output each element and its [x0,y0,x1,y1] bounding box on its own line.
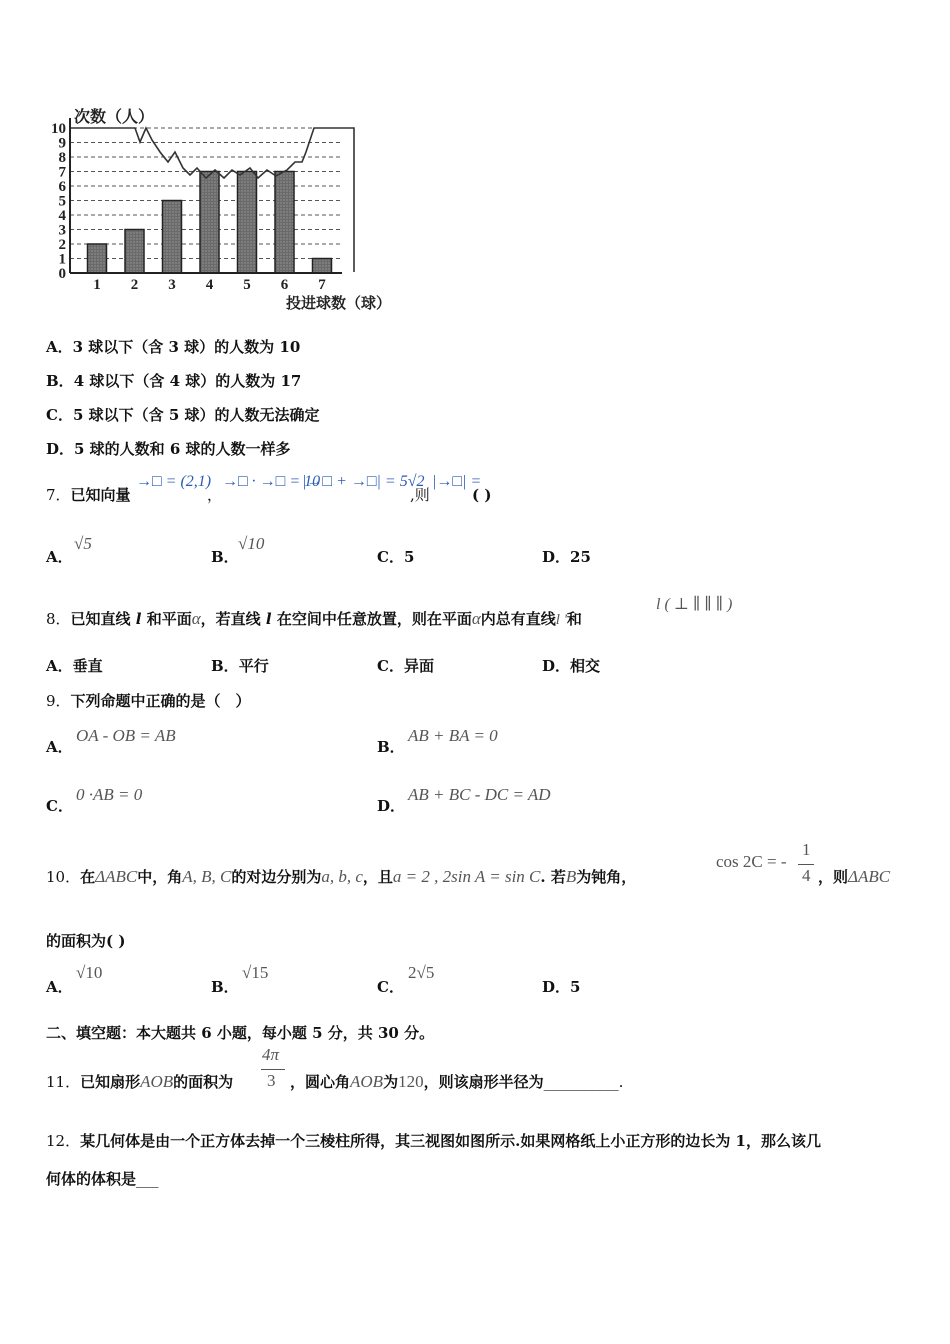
q9-option-a: A． [46,738,73,756]
q7-stem [46,484,131,505]
x-tick-label: 6 [280,277,289,293]
q9-option-c-expr: 0 ·AB = 0 [76,785,143,804]
q10-line2: 的面积为( ) [46,932,126,950]
x-tick-label: 2 [130,277,139,293]
y-tick-label: 8 [58,150,66,166]
q10-frac-num: 1 [802,840,811,859]
q9-option-b-expr: AB + BA = 0 [408,726,498,745]
q8-option-b: B．平行 [211,657,269,675]
fraction-bar [798,864,814,865]
bar-4 [200,172,219,274]
magnitude-b-formula: |→□| = [432,473,482,490]
bar-3 [163,201,182,274]
bar-1 [88,244,107,273]
bar-5 [238,172,257,274]
q10-option-c: C． [377,978,404,996]
question-number: 7． [46,486,71,504]
q8-option-d: D．相交 [542,657,601,675]
q9-option-c: C． [46,797,73,815]
q10-option-b: B． [211,978,239,996]
q9-stem: 9．下列命题中正确的是（ ） [46,692,251,710]
y-tick-label: 0 [58,266,66,282]
y-tick-label: 7 [58,164,66,181]
q10-stem: 10．在ΔABC中，角A, B, C的对边分别为a, b, c，且a = 2 , 2sin A = sin C. 若B为钝角， [46,867,637,886]
q7-option-b: B． [211,548,239,566]
x-axis-label: 投进球数（球） [286,296,392,312]
option-letter: D． [46,440,75,458]
q10-cos-expr: cos 2C = - [716,852,787,871]
q8-option-c: C．异面 [377,657,434,675]
q10-tail: ，则ΔABC [818,867,891,886]
option-letter: C． [46,406,73,424]
option-letter: B． [46,372,74,390]
q7-option-b-value: √10 [238,534,265,553]
q9-option-a-expr: OA - OB = AB [76,726,176,745]
answer-blank[interactable]: __________ [543,1073,619,1091]
q12-line1: 12．某几何体是由一个正方体去掉一个三棱柱所得，其三视图如图所示.如果网格纸上小正方形的边长为 1，那么该几 [46,1132,821,1150]
answer-blank[interactable]: ___ [136,1170,159,1188]
vector-a-formula: →□ = (2,1) [136,473,212,490]
q12-line2: 何体的体积是___ [46,1170,159,1188]
q10-frac-den: 4 [802,866,811,885]
q11-frac-num: 4π [262,1045,280,1064]
fraction-bar [261,1069,285,1070]
x-tick-label: 1 [93,277,101,293]
y-tick-label: 2 [58,237,66,253]
q9-option-b: B． [377,738,405,756]
q7-option-a-value: √5 [74,534,92,553]
q7-option-c: C．5 [377,548,415,566]
section-heading: 二、填空题：本大题共 6 小题，每小题 5 分，共 30 分。 [46,1024,435,1042]
x-tick-label: 7 [318,277,326,293]
y-tick-label: 10 [51,121,66,137]
histogram-chart [40,100,420,315]
q6-option-d [46,438,291,459]
bar-7 [313,259,332,274]
x-tick-label: 3 [168,277,176,293]
y-tick-label: 6 [58,179,66,195]
y-tick-label: 9 [58,135,66,152]
q11-stem-end: ，圆心角AOB为120，则该扇形半径为__________. [290,1072,624,1091]
q7-option-a: A． [46,548,73,566]
question-text: 已知向量 [70,486,131,504]
y-tick-label: 1 [58,251,66,268]
q6-option-b [46,370,301,391]
q9-option-d-expr: AB + BC - DC = AD [408,785,551,804]
y-tick-label: 4 [58,208,66,224]
answer-paren: ( ) [472,486,492,504]
option-text: 5 球的人数和 6 球的人数一样多 [74,440,291,458]
q8-relations: l ( ⊥ ∥ ∥ ∥ ) [656,596,733,613]
bar-6 [275,172,294,274]
q6-option-a [46,336,300,357]
bar-2 [125,230,144,274]
option-text: 4 球以下（含 4 球）的人数为 17 [73,372,302,390]
x-tick-label: 5 [243,277,251,293]
option-letter: A． [46,338,73,356]
q8-option-a: A．垂直 [46,657,103,675]
then-text: ,则 [410,486,430,504]
y-tick-label: 3 [58,222,66,239]
magnitude-sum-formula: |→□ + →□| = 5√2 [302,473,425,490]
q8-stem: 8．已知直线 l 和平面α，若直线 l 在空间中任意放置，则在平面α内总有直线l '和 [46,609,582,628]
q10-option-a: A． [46,978,73,996]
x-tick-label: 4 [205,277,214,293]
q11-frac-den: 3 [267,1071,276,1090]
dot-product-formula: →□ · →□ = 10 [222,473,321,490]
q10-option-a-value: √10 [76,963,103,982]
q7-option-d: D．25 [542,548,591,566]
q10-option-c-value: 2√5 [408,963,435,982]
q9-option-d: D． [377,797,406,815]
option-text: 3 球以下（含 3 球）的人数为 10 [72,338,301,356]
q11-stem-start: 11．已知扇形AOB的面积为 [46,1072,234,1091]
y-tick-label: 5 [58,193,66,210]
comma: ， [207,486,223,504]
q6-option-c [46,404,320,425]
y-axis-label: 次数（人） [74,109,155,126]
q10-option-b-value: √15 [242,963,269,982]
option-text: 5 球以下（含 5 球）的人数无法确定 [72,406,320,424]
q10-option-d: D．5 [542,978,581,996]
